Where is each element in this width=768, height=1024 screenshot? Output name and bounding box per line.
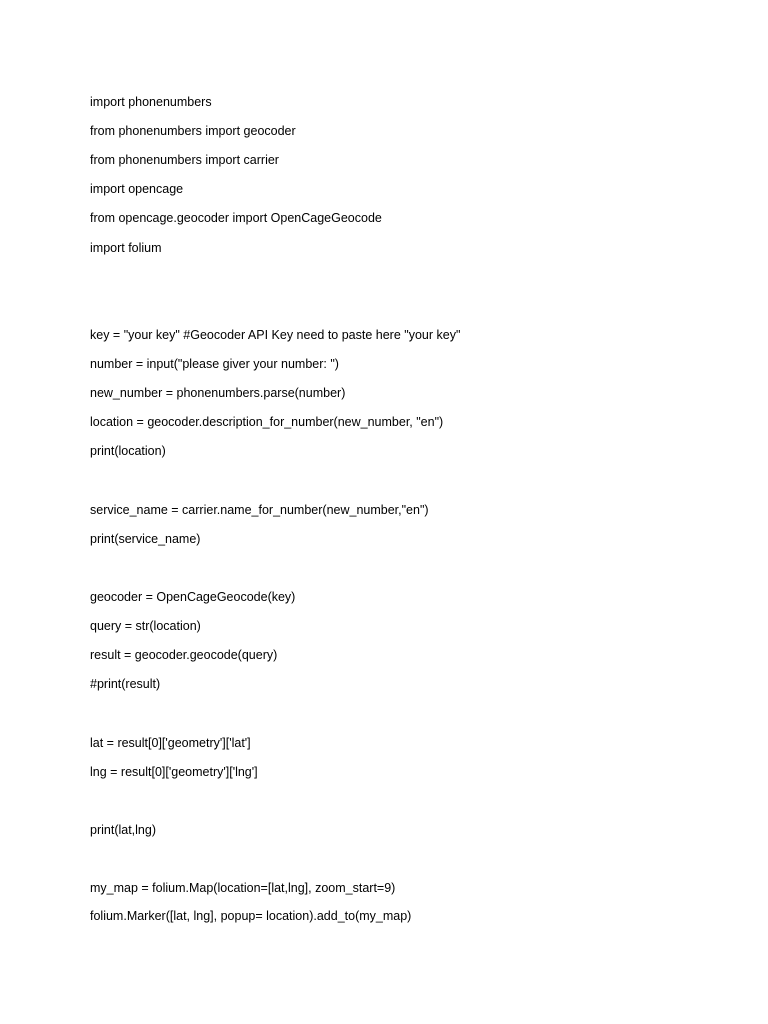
code-line: new_number = phonenumbers.parse(number): [90, 386, 346, 400]
code-line: import opencage: [90, 182, 184, 196]
code-line: from phonenumbers import geocoder: [90, 124, 296, 138]
code-line: query = str(location): [90, 619, 201, 633]
code-line: lng = result[0]['geometry']['lng']: [90, 765, 258, 779]
code-line: folium.Marker([lat, lng], popup= location).add_to(my_map): [90, 909, 412, 923]
code-line: from phonenumbers import carrier: [90, 153, 279, 167]
code-line: print(lat,lng): [90, 823, 156, 837]
code-line: my_map = folium.Map(location=[lat,lng], zoom_start=9): [90, 881, 396, 895]
code-line: import folium: [90, 241, 162, 255]
code-line: print(service_name): [90, 532, 201, 546]
code-line: result = geocoder.geocode(query): [90, 648, 278, 662]
code-line: geocoder = OpenCageGeocode(key): [90, 590, 296, 604]
code-line: print(location): [90, 444, 166, 458]
code-line: #print(result): [90, 677, 161, 691]
code-line: lat = result[0]['geometry']['lat']: [90, 736, 251, 750]
code-line: import phonenumbers: [90, 95, 212, 109]
code-line: service_name = carrier.name_for_number(new_number,"en"): [90, 503, 429, 517]
code-line: from opencage.geocoder import OpenCageGeocode: [90, 211, 382, 225]
code-line: location = geocoder.description_for_number(new_number, "en"): [90, 415, 444, 429]
code-line: key = "your key" #Geocoder API Key need to paste here "your key": [90, 328, 461, 342]
code-line: number = input("please giver your number: "): [90, 357, 339, 371]
